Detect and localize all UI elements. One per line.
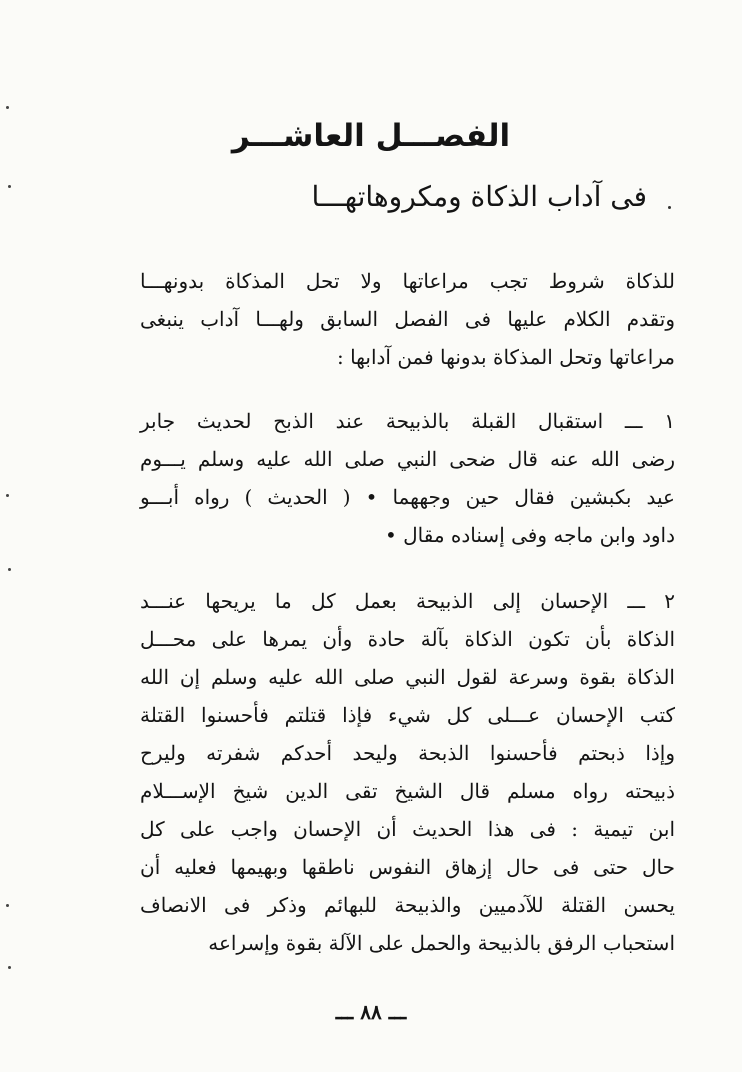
text-line: استحباب الرفق بالذبيحة والحمل على الآلة بقوة وإسراعه [208, 931, 675, 955]
text-line: وتقدم الكلام عليها فى الفصل السابق ولهـــا آداب ينبغى [140, 307, 675, 331]
etiquette-item-1 [140, 402, 675, 554]
subtitle-dot [668, 206, 671, 209]
scan-speck [8, 966, 11, 969]
text-line: ذبيحته رواه مسلم قال الشيخ تقى الدين شيخ الإســـلام [140, 779, 675, 803]
chapter-title: الفصـــل العاشـــر [231, 118, 511, 154]
intro-paragraph [140, 262, 675, 376]
text-line: الذكاة بأن تكون الذكاة بآلة حادة وأن يمرها على محـــل [140, 627, 675, 651]
scan-speck [6, 106, 9, 109]
text-line: وإذا ذبحتم فأحسنوا الذبحة وليحد أحدكم شفرته وليرح [140, 741, 675, 765]
text-line: كتب الإحسان عـــلى كل شيء فإذا قتلتم فأحسنوا القتلة [140, 703, 675, 727]
text-line: الذكاة بقوة وسرعة لقول النبي صلى الله عليه وسلم إن الله [140, 665, 675, 689]
text-line: ٢ ـــ الإحسان إلى الذبيحة بعمل كل ما يريحها عنـــد [140, 589, 675, 613]
text-line: ابن تيمية : فى هذا الحديث أن الإحسان واجب على كل [140, 817, 675, 841]
text-line: ١ ـــ استقبال القبلة بالذبيحة عند الذبح لحديث جابر [140, 409, 675, 433]
etiquette-item-2 [140, 582, 675, 962]
text-line: حال حتى فى حال إزهاق النفوس ناطقها وبهيمها فعليه أن [140, 855, 675, 879]
scan-speck [8, 568, 11, 571]
chapter-subtitle: فى آداب الذكاة ومكروهاتهـــا [311, 180, 647, 213]
text-line: داود وابن ماجه وفى إسناده مقال • [384, 523, 675, 547]
text-line: عيد بكبشين فقال حين وجههما • ( الحديث ) رواه أبـــو [140, 485, 675, 509]
scan-speck [6, 904, 9, 907]
text-line: يحسن القتلة للآدميين والذبيحة للبهائم وذكر فى الانصاف [140, 893, 675, 917]
text-line: رضى الله عنه قال ضحى النبي صلى الله عليه وسلم يـــوم [140, 447, 675, 471]
text-line: مراعاتها وتحل المذكاة بدونها فمن آدابها : [336, 345, 675, 369]
scan-speck [8, 185, 11, 188]
text-line: للذكاة شروط تجب مراعاتها ولا تحل المذكاة بدونهـــا [140, 269, 675, 293]
scan-speck [6, 494, 9, 497]
page-number: ـــ ٨٨ ـــ [335, 1000, 407, 1024]
